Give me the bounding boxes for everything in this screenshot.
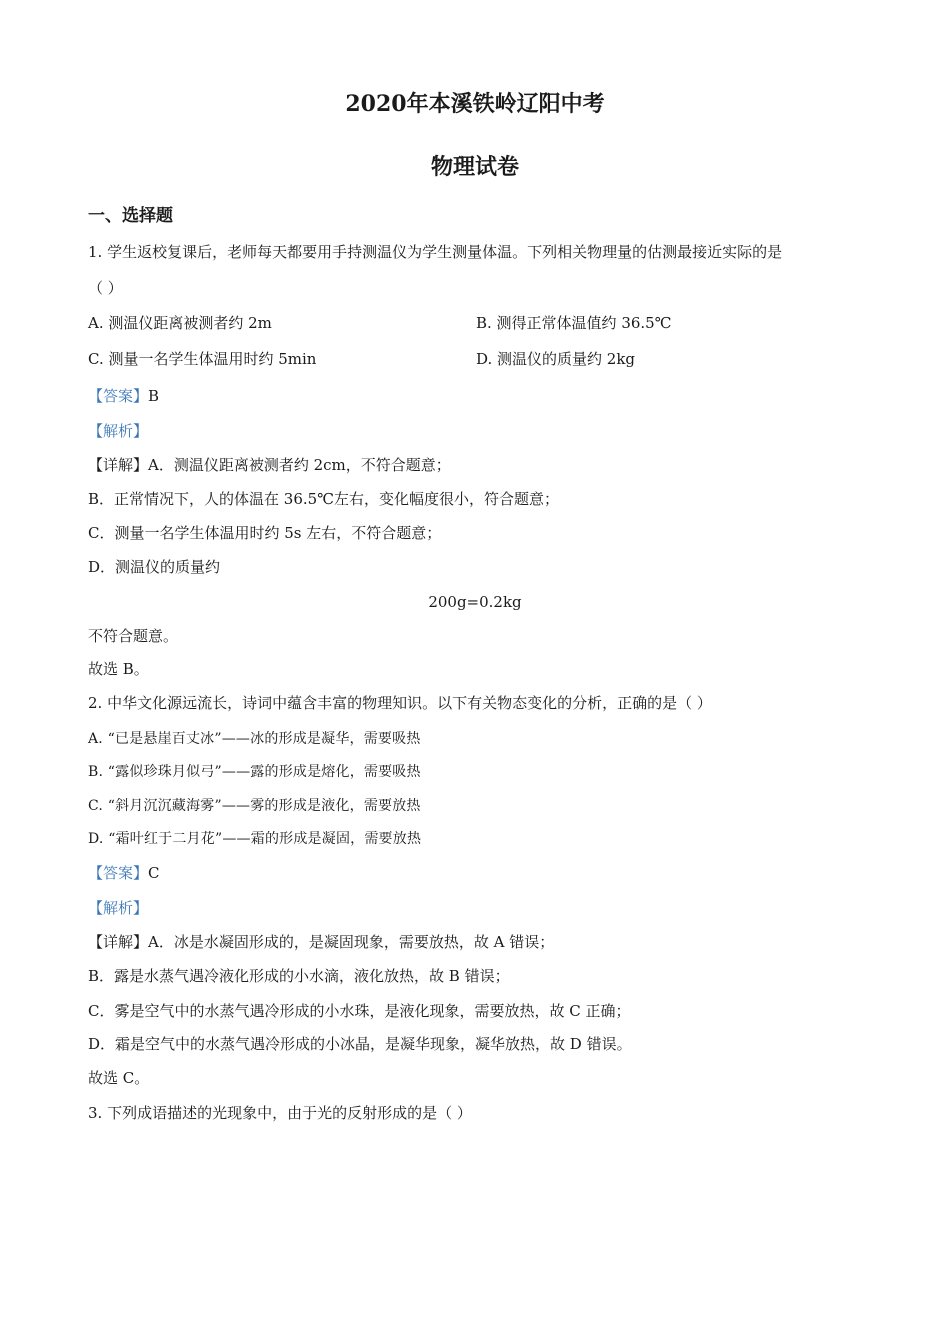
q2-line-b: B．露是水蒸气遇冷液化形成的小水滴，液化放热，故 B 错误； xyxy=(88,967,510,985)
q2-line-c: C．雾是空气中的水蒸气遇冷形成的小水珠，是液化现象，需要放热，故 C 正确； xyxy=(88,1002,631,1020)
q1-line-c: C．测量一名学生体温用时约 5s 左右，不符合题意； xyxy=(88,524,442,542)
page-subtitle: 物理试卷 xyxy=(430,154,519,180)
q3-stem: 3. 下列成语描述的光现象中，由于光的反射形成的是（ ） xyxy=(88,1104,472,1122)
q2-detail: 【详解】A．冰是水凝固形成的，是凝固现象，需要放热，故 A 错误； xyxy=(88,933,555,951)
q2-analysis-label: 【解析】 xyxy=(88,899,149,917)
answer-value: B xyxy=(148,387,160,405)
q1-formula: 200g=0.2kg xyxy=(428,593,522,611)
q2-option-d: D. “霜叶红于二月花”——霜的形成是凝固，需要放热 xyxy=(88,831,422,847)
answer-label: 【答案】 xyxy=(88,387,149,405)
q1-after: 不符合题意。 xyxy=(88,627,179,645)
q2-option-a: A. “已是悬崖百丈冰”——冰的形成是凝华，需要吸热 xyxy=(88,731,421,747)
answer-value: C xyxy=(148,864,160,882)
q1-stem: 1. 学生返校复课后，老师每天都要用手持测温仪为学生测量体温。下列相关物理量的估测最接近实际的是 xyxy=(88,243,783,261)
q1-line-d: D．测温仪的质量约 xyxy=(88,558,221,576)
q2-answer xyxy=(88,863,160,883)
q1-analysis-label: 【解析】 xyxy=(88,422,149,440)
q1-conclusion: 故选 B。 xyxy=(88,660,149,678)
q2-conclusion: 故选 C。 xyxy=(88,1069,150,1087)
section-heading: 一、选择题 xyxy=(88,206,173,226)
q1-option-d: D. 测温仪的质量约 2kg xyxy=(476,350,636,368)
q2-stem: 2. 中华文化源远流长，诗词中蕴含丰富的物理知识。以下有关物态变化的分析，正确的是（ ） xyxy=(88,694,712,712)
page-title: 2020年本溪铁岭辽阳中考 xyxy=(345,91,605,117)
answer-label: 【答案】 xyxy=(88,864,149,882)
q1-option-b: B. 测得正常体温值约 36.5℃ xyxy=(476,314,672,332)
q2-option-c: C. “斜月沉沉藏海雾”——雾的形成是液化，需要放热 xyxy=(88,798,421,814)
q1-option-c: C. 测量一名学生体温用时约 5min xyxy=(88,350,317,368)
q1-line-b: B．正常情况下，人的体温在 36.5℃左右，变化幅度很小，符合题意； xyxy=(88,490,559,508)
q2-option-b: B. “露似珍珠月似弓”——露的形成是熔化，需要吸热 xyxy=(88,764,421,780)
q2-line-d: D．霜是空气中的水蒸气遇冷形成的小冰晶，是凝华现象，凝华放热，故 D 错误。 xyxy=(88,1035,632,1053)
q1-paren: （ ） xyxy=(88,279,123,297)
q1-detail: 【详解】A．测温仪距离被测者约 2cm，不符合题意； xyxy=(88,456,451,474)
q1-option-a: A. 测温仪距离被测者约 2m xyxy=(88,314,272,332)
q1-answer xyxy=(88,386,159,406)
